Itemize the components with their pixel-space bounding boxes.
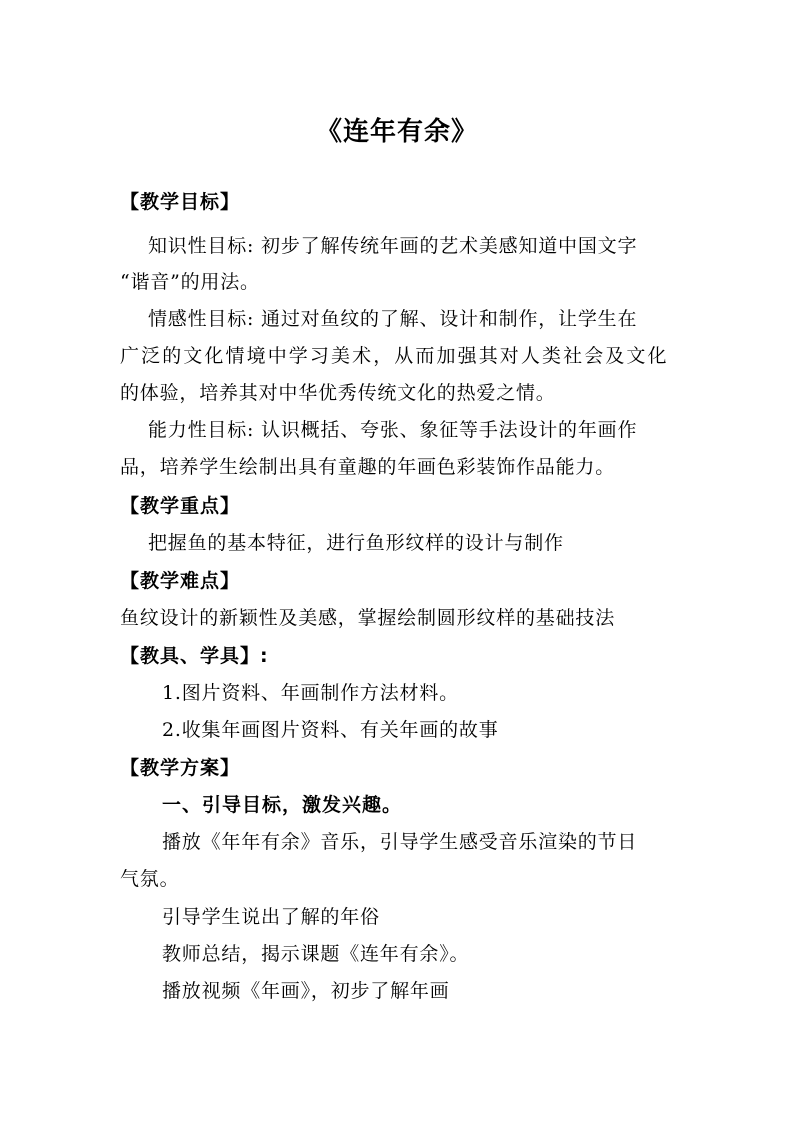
objective-line: 广泛的文化情境中学习美术，从而加强其对人类社会及文化 <box>120 345 669 367</box>
tools-item: 1.图片资料、年画制作方法材料。 <box>162 682 459 704</box>
section-heading-plan: 【教学方案】 <box>120 757 241 779</box>
section-heading-key-points: 【教学重点】 <box>120 495 241 517</box>
tools-item: 2.收集年画图片资料、有关年画的故事 <box>162 719 499 741</box>
plan-line: 气氛。 <box>120 868 180 890</box>
plan-step-heading: 一、引导目标，激发兴趣。 <box>162 794 403 816</box>
plan-line: 播放《年年有余》音乐，引导学生感受音乐渲染的节日 <box>162 831 638 853</box>
objective-line: 能力性目标: 认识概括、夸张、象征等手法设计的年画作 <box>148 419 638 441</box>
section-heading-difficulties: 【教学难点】 <box>120 570 241 592</box>
page-title: 《连年有余》 <box>315 117 478 147</box>
plan-line: 播放视频《年画》，初步了解年画 <box>162 980 450 1002</box>
objective-line: 品，培养学生绘制出具有童趣的年画色彩装饰作品能力。 <box>120 456 616 478</box>
objective-line: “谐音”的用法。 <box>120 271 260 293</box>
objective-line: 的体验，培养其对中华优秀传统文化的热爱之情。 <box>120 382 556 404</box>
objective-line: 情感性目标: 通过对鱼纹的了解、设计和制作，让学生在 <box>148 308 638 330</box>
key-points-text: 把握鱼的基本特征，进行鱼形纹样的设计与制作 <box>148 532 564 554</box>
section-heading-objectives: 【教学目标】 <box>120 191 241 213</box>
objective-line: 知识性目标: 初步了解传统年画的艺术美感知道中国文字 <box>148 235 638 257</box>
difficulties-text: 鱼纹设计的新颖性及美感，掌握绘制圆形纹样的基础技法 <box>120 607 616 629</box>
section-heading-tools: 【教具、学具】: <box>120 645 269 667</box>
plan-line: 引导学生说出了解的年俗 <box>162 906 380 928</box>
plan-line: 教师总结，揭示课题《连年有余》。 <box>162 943 470 965</box>
